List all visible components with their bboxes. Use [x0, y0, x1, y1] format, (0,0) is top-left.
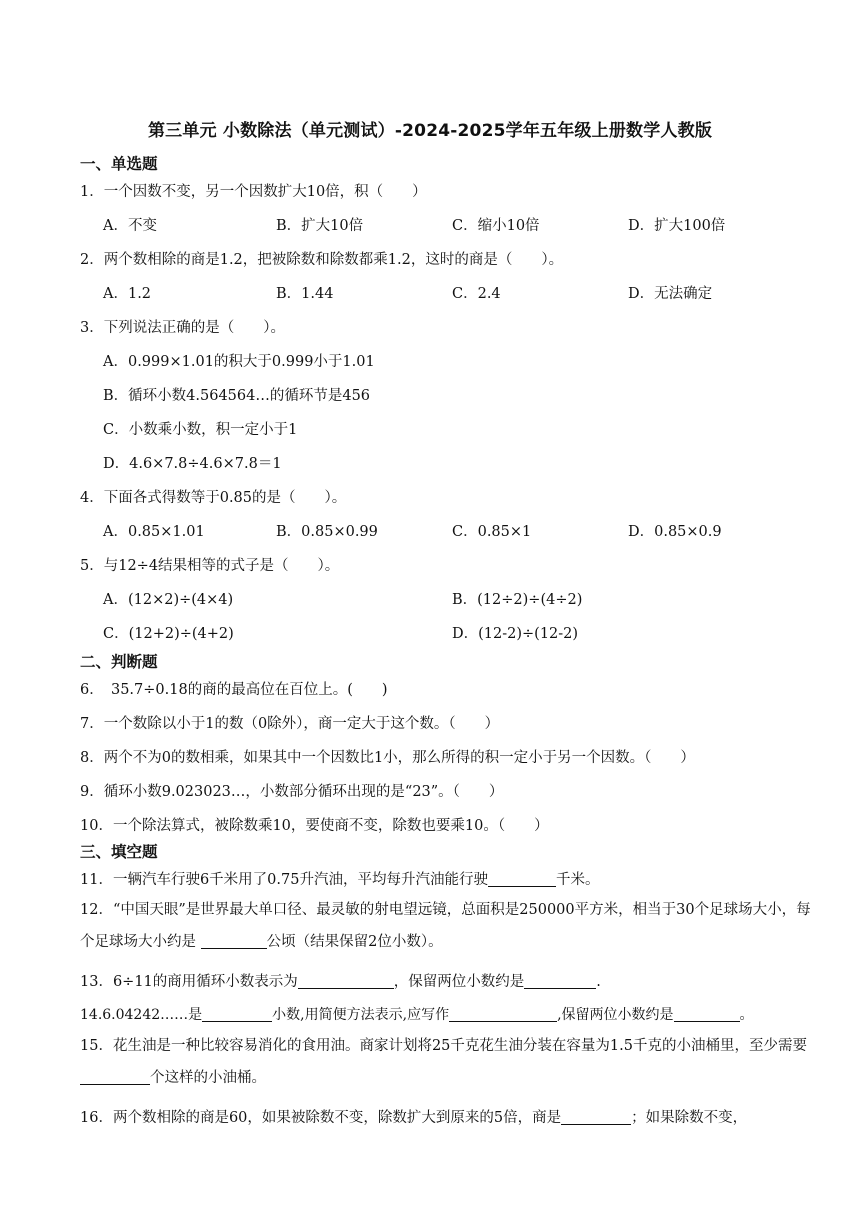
question-11	[80, 868, 599, 889]
q2-option-d[interactable]: D．无法确定	[628, 286, 713, 302]
q5-option-c[interactable]: C．(12+2)÷(4+2)	[103, 626, 234, 642]
q1-option-d[interactable]: D．扩大100倍	[628, 218, 726, 234]
question-8: 8．两个不为0的数相乘，如果其中一个因数比1小，那么所得的积一定小于另一个因数。（ ）	[80, 750, 695, 766]
q3-option-b[interactable]: B．循环小数4.564564…的循环节是456	[103, 388, 371, 404]
question-6: 6． 35.7÷0.18的商的最高位在百位上。( )	[80, 682, 388, 698]
q3-option-d[interactable]: D．4.6×7.8÷4.6×7.8＝1	[103, 456, 282, 472]
q13-answer-blank-2[interactable]	[524, 972, 596, 989]
question-2-stem: 2．两个数相除的商是1.2，把被除数和除数都乘1.2，这时的商是（ ）。	[80, 252, 564, 268]
q2-option-a[interactable]: A．1.2	[103, 286, 152, 302]
question-12	[80, 894, 812, 958]
question-7: 7．一个数除以小于1的数（0除外），商一定大于这个数。（ ）	[80, 716, 500, 732]
question-4-stem: 4．下面各式得数等于0.85的是（ ）。	[80, 490, 347, 506]
question-13	[80, 970, 601, 991]
q4-option-c[interactable]: C．0.85×1	[452, 524, 532, 540]
q13-text-b: ，保留两位小数约是	[393, 974, 525, 990]
question-14	[80, 1004, 754, 1024]
q14-answer-blank-2[interactable]	[449, 1005, 557, 1022]
q15-answer-blank[interactable]	[80, 1068, 150, 1085]
question-16	[80, 1106, 747, 1127]
q15-text-a: 15．花生油是一种比较容易消化的食用油。商家计划将25千克花生油分装在容量为1.5千克的小油桶里，至少需要	[80, 1038, 807, 1054]
question-1-stem: 1．一个因数不变，另一个因数扩大10倍，积（ ）	[80, 184, 427, 200]
q14-answer-blank-1[interactable]	[202, 1005, 272, 1022]
q14-text-d: 。	[739, 1007, 754, 1023]
section-heading-fill-blank: 三、填空题	[80, 843, 158, 861]
q2-option-c[interactable]: C．2.4	[452, 286, 501, 302]
q4-option-d[interactable]: D．0.85×0.9	[628, 524, 722, 540]
q13-answer-blank-1[interactable]	[298, 972, 394, 989]
q12-text-b: 公顷（结果保留2位小数）。	[266, 934, 443, 950]
q14-text-a: 14.6.04242……是	[80, 1007, 203, 1023]
question-15	[80, 1030, 812, 1094]
q16-text-a: 16．两个数相除的商是60，如果被除数不变，除数扩大到原来的5倍，商是	[80, 1110, 562, 1126]
q1-option-c[interactable]: C．缩小10倍	[452, 218, 540, 234]
q2-option-b[interactable]: B．1.44	[276, 286, 334, 302]
q5-option-a[interactable]: A．(12×2)÷(4×4)	[103, 592, 234, 608]
question-10: 10．一个除法算式，被除数乘10，要使商不变，除数也要乘10。（ ）	[80, 818, 549, 834]
q12-text-a: 12．“中国天眼”是世界最大单口径、最灵敏的射电望远镜，总面积是250000平方米，相当于30个足球场大小，每个足球场大小约是	[80, 902, 811, 950]
q16-answer-blank[interactable]	[561, 1108, 631, 1125]
q16-text-b: ；如果除数不变，	[631, 1110, 748, 1126]
q14-text-c: ,保留两位小数约是	[557, 1007, 674, 1023]
question-5-stem: 5．与12÷4结果相等的式子是（ ）。	[80, 558, 340, 574]
q3-option-a[interactable]: A．0.999×1.01的积大于0.999小于1.01	[103, 354, 375, 370]
q11-text-a: 11．一辆汽车行驶6千米用了0.75升汽油，平均每升汽油能行驶	[80, 872, 488, 888]
section-heading-single-choice: 一、单选题	[80, 155, 158, 173]
q12-answer-blank[interactable]	[201, 932, 267, 949]
page-title: 第三单元 小数除法（单元测试）-2024-2025学年五年级上册数学人教版	[147, 121, 713, 141]
q3-option-c[interactable]: C．小数乘小数，积一定小于1	[103, 422, 298, 438]
q13-text-a: 13．6÷11的商用循环小数表示为	[80, 974, 298, 990]
section-heading-true-false: 二、判断题	[80, 653, 158, 671]
q4-option-b[interactable]: B．0.85×0.99	[276, 524, 378, 540]
q5-option-b[interactable]: B．(12÷2)÷(4÷2)	[452, 592, 583, 608]
q1-option-b[interactable]: B．扩大10倍	[276, 218, 364, 234]
q11-answer-blank[interactable]	[488, 870, 556, 887]
q1-option-a[interactable]: A．不变	[103, 218, 157, 234]
q5-option-d[interactable]: D．(12-2)÷(12-2)	[452, 626, 579, 642]
q14-answer-blank-3[interactable]	[674, 1005, 740, 1022]
q11-text-b: 千米。	[555, 872, 600, 888]
question-9: 9．循环小数9.023023…，小数部分循环出现的是“23”。（ ）	[80, 784, 504, 800]
q13-text-c: .	[596, 974, 601, 990]
q15-text-b: 个这样的小油桶。	[150, 1070, 266, 1086]
q4-option-a[interactable]: A．0.85×1.01	[103, 524, 205, 540]
q14-text-b: 小数,用简便方法表示,应写作	[272, 1007, 450, 1023]
question-3-stem: 3．下列说法正确的是（ ）。	[80, 320, 285, 336]
